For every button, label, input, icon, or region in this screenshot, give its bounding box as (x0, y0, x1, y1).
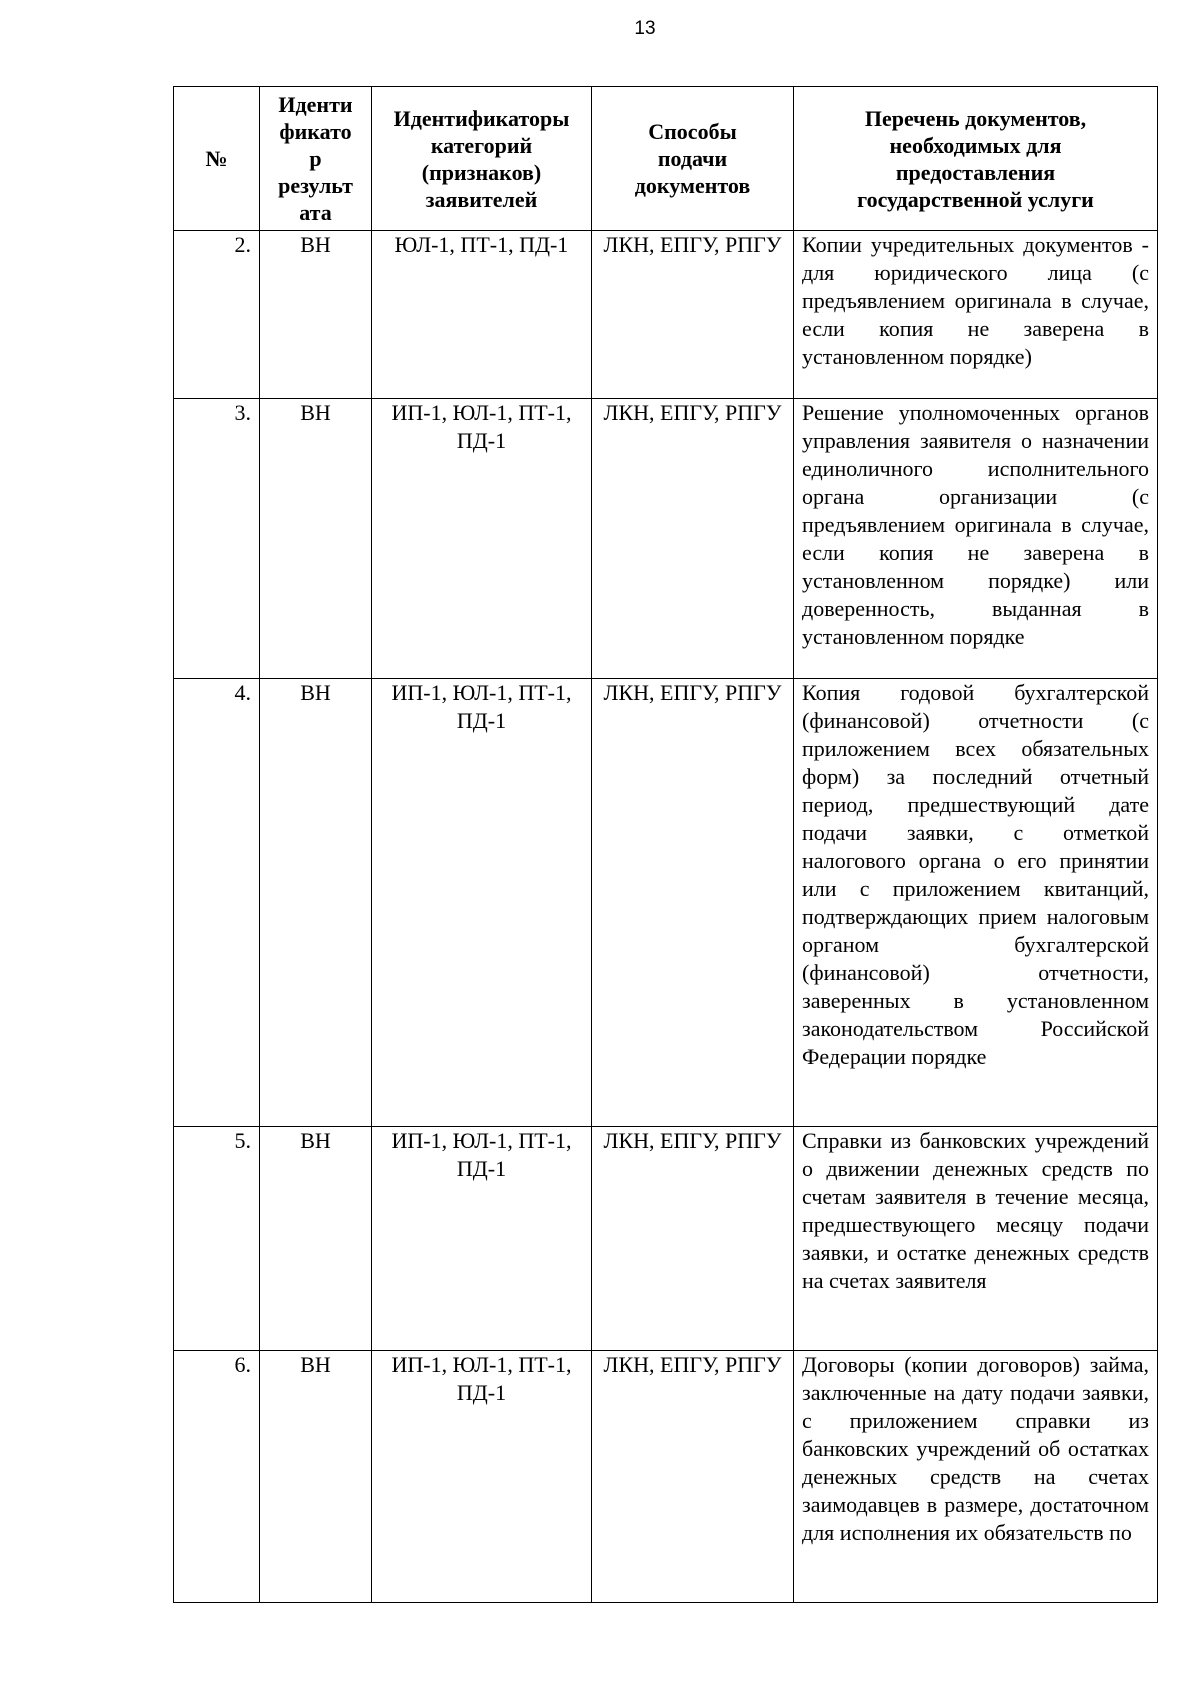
row-number: 2. (174, 231, 260, 399)
row-documents: Справки из банковских учреждений о движении денежных средств по счетам заявителя в течение месяца, предшествующего месяцу подачи заявки, и остатке денежных средств на счетах заявителя (794, 1127, 1158, 1351)
table-row (174, 1127, 1158, 1351)
row-methods: ЛКН, ЕПГУ, РПГУ (592, 679, 794, 1127)
header-category-ids-line: категорий (430, 132, 533, 158)
row-number: 3. (174, 399, 260, 679)
header-result-id-line: Иденти (278, 92, 353, 117)
documents-table (173, 86, 1158, 1603)
header-category-ids-line: заявителей (425, 186, 538, 212)
page-number: 13 (634, 18, 656, 39)
header-result-id-line: ата (299, 200, 332, 225)
header-category-ids-line: (признаков) (421, 159, 542, 185)
header-submission-line: подачи (657, 146, 728, 171)
header-result-id-line: р (309, 146, 322, 171)
table-row (174, 399, 1158, 679)
table-row (174, 679, 1158, 1127)
row-result-id: ВН (260, 1127, 372, 1351)
header-category-ids-line: Идентификаторы (393, 105, 570, 131)
row-categories: ИП-1, ЮЛ-1, ПТ-1, ПД-1 (372, 679, 592, 1127)
header-number (174, 87, 260, 231)
row-categories: ИП-1, ЮЛ-1, ПТ-1, ПД-1 (372, 1127, 592, 1351)
header-result-id-line: фикато (279, 119, 352, 144)
header-result-id-line: результ (278, 173, 353, 198)
row-result-id: ВН (260, 679, 372, 1127)
row-documents: Договоры (копии договоров) займа, заключенные на дату подачи заявки, с приложением справки из банковских учреждений об остатках денежных средств на счетах заимодавцев в размере, достаточном для исполнения их обязательств по (794, 1351, 1158, 1603)
header-documents-list (794, 87, 1158, 231)
row-categories: ИП-1, ЮЛ-1, ПТ-1, ПД-1 (372, 1351, 592, 1603)
row-methods: ЛКН, ЕПГУ, РПГУ (592, 1351, 794, 1603)
row-result-id: ВН (260, 1351, 372, 1603)
header-submission-line: Способы (648, 119, 737, 144)
row-result-id: ВН (260, 231, 372, 399)
table-row (174, 231, 1158, 399)
header-documents-line: государственной услуги (857, 186, 1094, 212)
header-documents-line: Перечень документов, (864, 105, 1087, 131)
row-result-id: ВН (260, 399, 372, 679)
row-methods: ЛКН, ЕПГУ, РПГУ (592, 231, 794, 399)
header-documents-line: предоставления (895, 159, 1056, 185)
row-methods: ЛКН, ЕПГУ, РПГУ (592, 399, 794, 679)
header-submission-line: документов (634, 173, 751, 198)
row-documents: Копии учредительных документов - для юридического лица (с предъявлением оригинала в случае, если копия не заверена в установленном порядке) (794, 231, 1158, 399)
table-header-row (174, 87, 1158, 231)
row-number: 5. (174, 1127, 260, 1351)
header-category-ids (372, 87, 592, 231)
row-categories: ЮЛ-1, ПТ-1, ПД-1 (372, 231, 592, 399)
row-documents: Копия годовой бухгалтерской (финансовой) отчетности (с приложением всех обязательных форм) за последний отчетный период, предшествующий дате подачи заявки, с отметкой налогового органа о его принятии или с приложением квитанций, подтверждающих прием налоговым органом бухгалтерской (финансовой) отчетности, заверенных в установленном законодательством Российской Федерации порядке (794, 679, 1158, 1127)
row-categories: ИП-1, ЮЛ-1, ПТ-1, ПД-1 (372, 399, 592, 679)
table-row (174, 1351, 1158, 1603)
row-number: 4. (174, 679, 260, 1127)
header-submission-methods (592, 87, 794, 231)
header-documents-line: необходимых для (889, 132, 1062, 158)
row-methods: ЛКН, ЕПГУ, РПГУ (592, 1127, 794, 1351)
row-documents: Решение уполномоченных органов управления заявителя о назначении единоличного исполнительного органа организации (с предъявлением оригинала в случае, если копия не заверена в установленном порядке) или доверенность, выданная в установленном порядке (794, 399, 1158, 679)
header-number-label: № (205, 145, 228, 171)
row-number: 6. (174, 1351, 260, 1603)
header-result-id (260, 87, 372, 231)
